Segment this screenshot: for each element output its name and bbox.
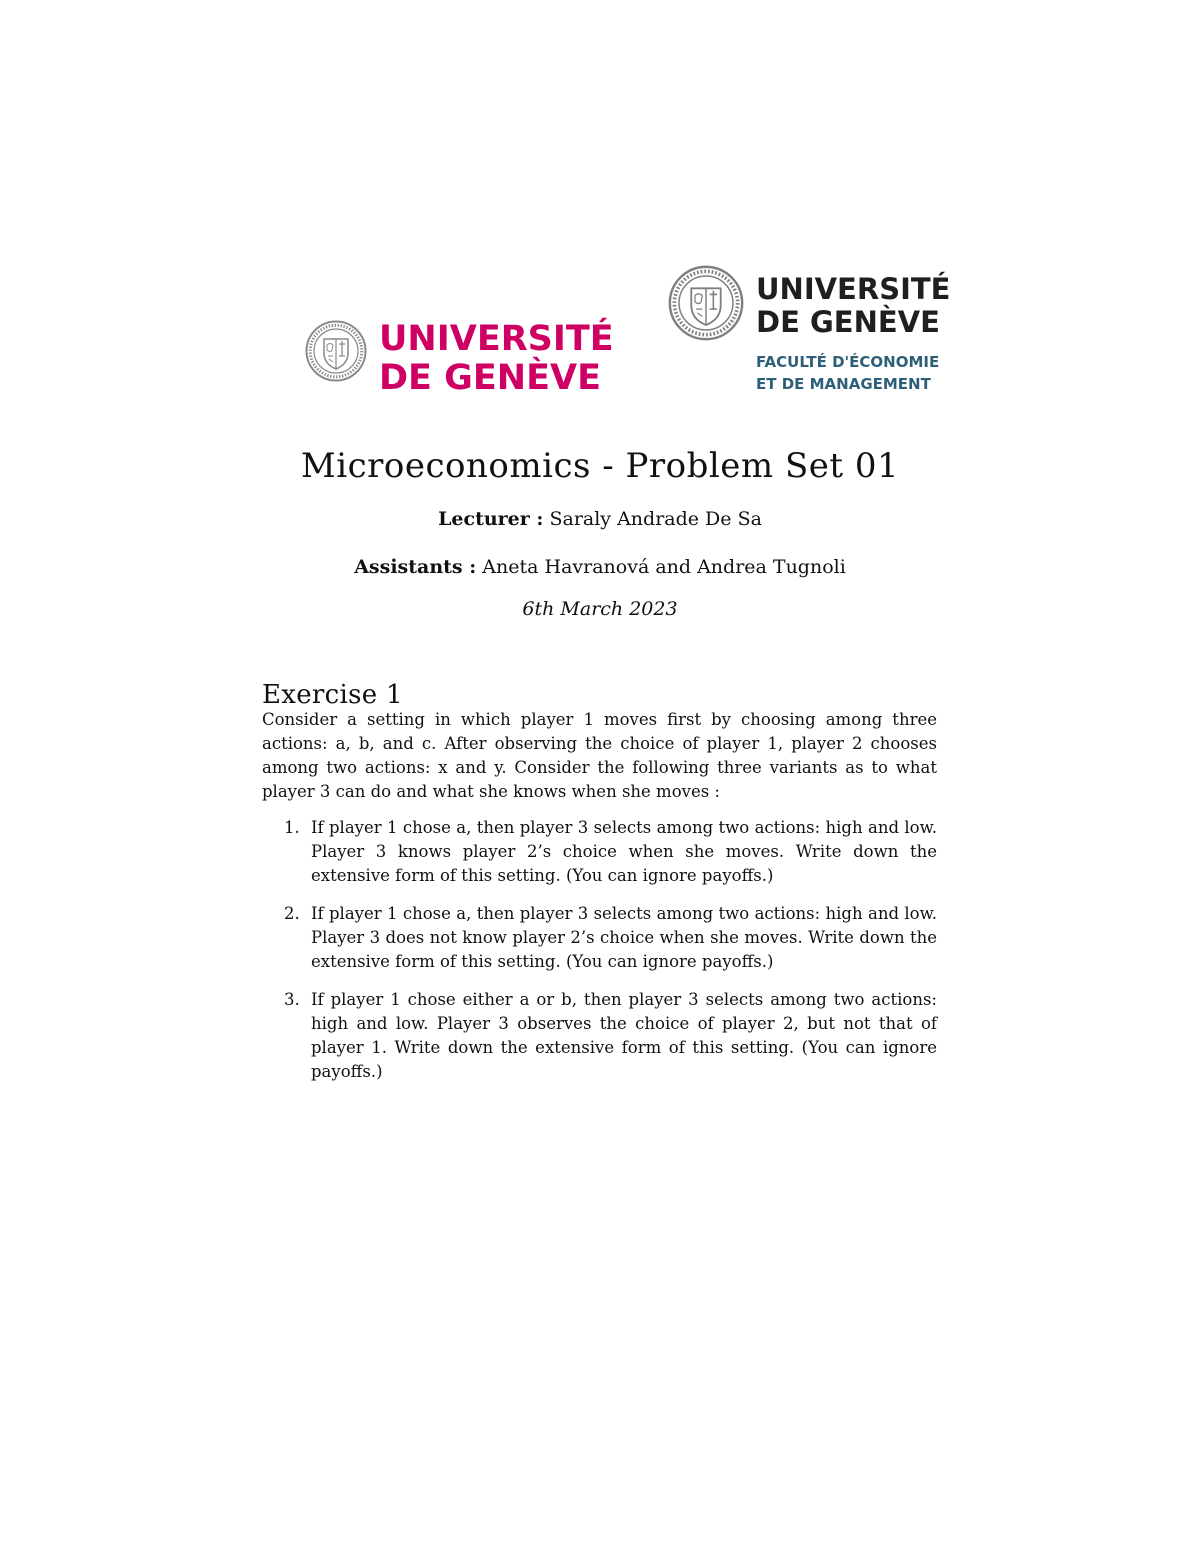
list-item-text: If player 1 chose a, then player 3 selects among two actions: high and low. Player 3 does not know player 2’s choice when she moves. Write down the extensive form of this setting. (You can ignore payoffs.) — [311, 904, 937, 971]
assistants-names: Aneta Havranová and Andrea Tugnoli — [482, 556, 846, 578]
faculty-line-2: ET DE MANAGEMENT — [756, 375, 931, 393]
exercise-list — [262, 816, 937, 1098]
logo-line-2: DE GENÈVE — [756, 305, 940, 339]
exercise-intro: Consider a setting in which player 1 moves first by choosing among three actions: a, b, and c. After observing the choice of player 1, player 2 chooses among two actions: x and y. Consider the following three variants as to what player 3 can do and what she knows when she moves : — [262, 710, 937, 801]
logo-line-1: UNIVERSITÉ — [756, 272, 951, 306]
unige-gsem-logo-right — [668, 265, 950, 393]
list-item-text: If player 1 chose either a or b, then player 3 selects among two actions: high and low. Player 3 observes the choice of player 2, but not that of player 1. Write down the extensive form of this setting. (You can ignore payoffs.) — [311, 990, 937, 1081]
logo-wordmark — [756, 272, 951, 393]
list-item — [262, 902, 937, 974]
exercise-heading: Exercise 1 — [262, 679, 403, 710]
logo-wordmark — [379, 319, 614, 398]
faculty-line-1: FACULTÉ D'ÉCONOMIE — [756, 353, 940, 371]
unige-logo-left — [305, 320, 614, 396]
faculty-name — [756, 353, 950, 393]
lecturer-label: Lecturer : — [438, 508, 544, 530]
document-date: 6th March 2023 — [522, 598, 678, 620]
logo-line-1: UNIVERSITÉ — [379, 319, 614, 359]
list-item — [262, 988, 937, 1084]
university-seal-icon — [305, 320, 367, 382]
university-seal-icon — [668, 265, 744, 341]
list-item — [262, 816, 937, 888]
lecturer-name: Saraly Andrade De Sa — [549, 508, 762, 530]
assistants-label: Assistants : — [354, 556, 477, 578]
list-item-number: 2. — [284, 904, 300, 923]
document-title: Microeconomics - Problem Set 01 — [300, 446, 900, 486]
list-item-number: 3. — [284, 990, 300, 1009]
logo-line-2: DE GENÈVE — [379, 358, 601, 398]
list-item-text: If player 1 chose a, then player 3 selects among two actions: high and low. Player 3 knows player 2’s choice when she moves. Write down the extensive form of this setting. (You can ignore payoffs.) — [311, 818, 937, 885]
lecturer-line — [0, 508, 1200, 530]
list-item-number: 1. — [284, 818, 300, 837]
assistants-line — [0, 556, 1200, 578]
